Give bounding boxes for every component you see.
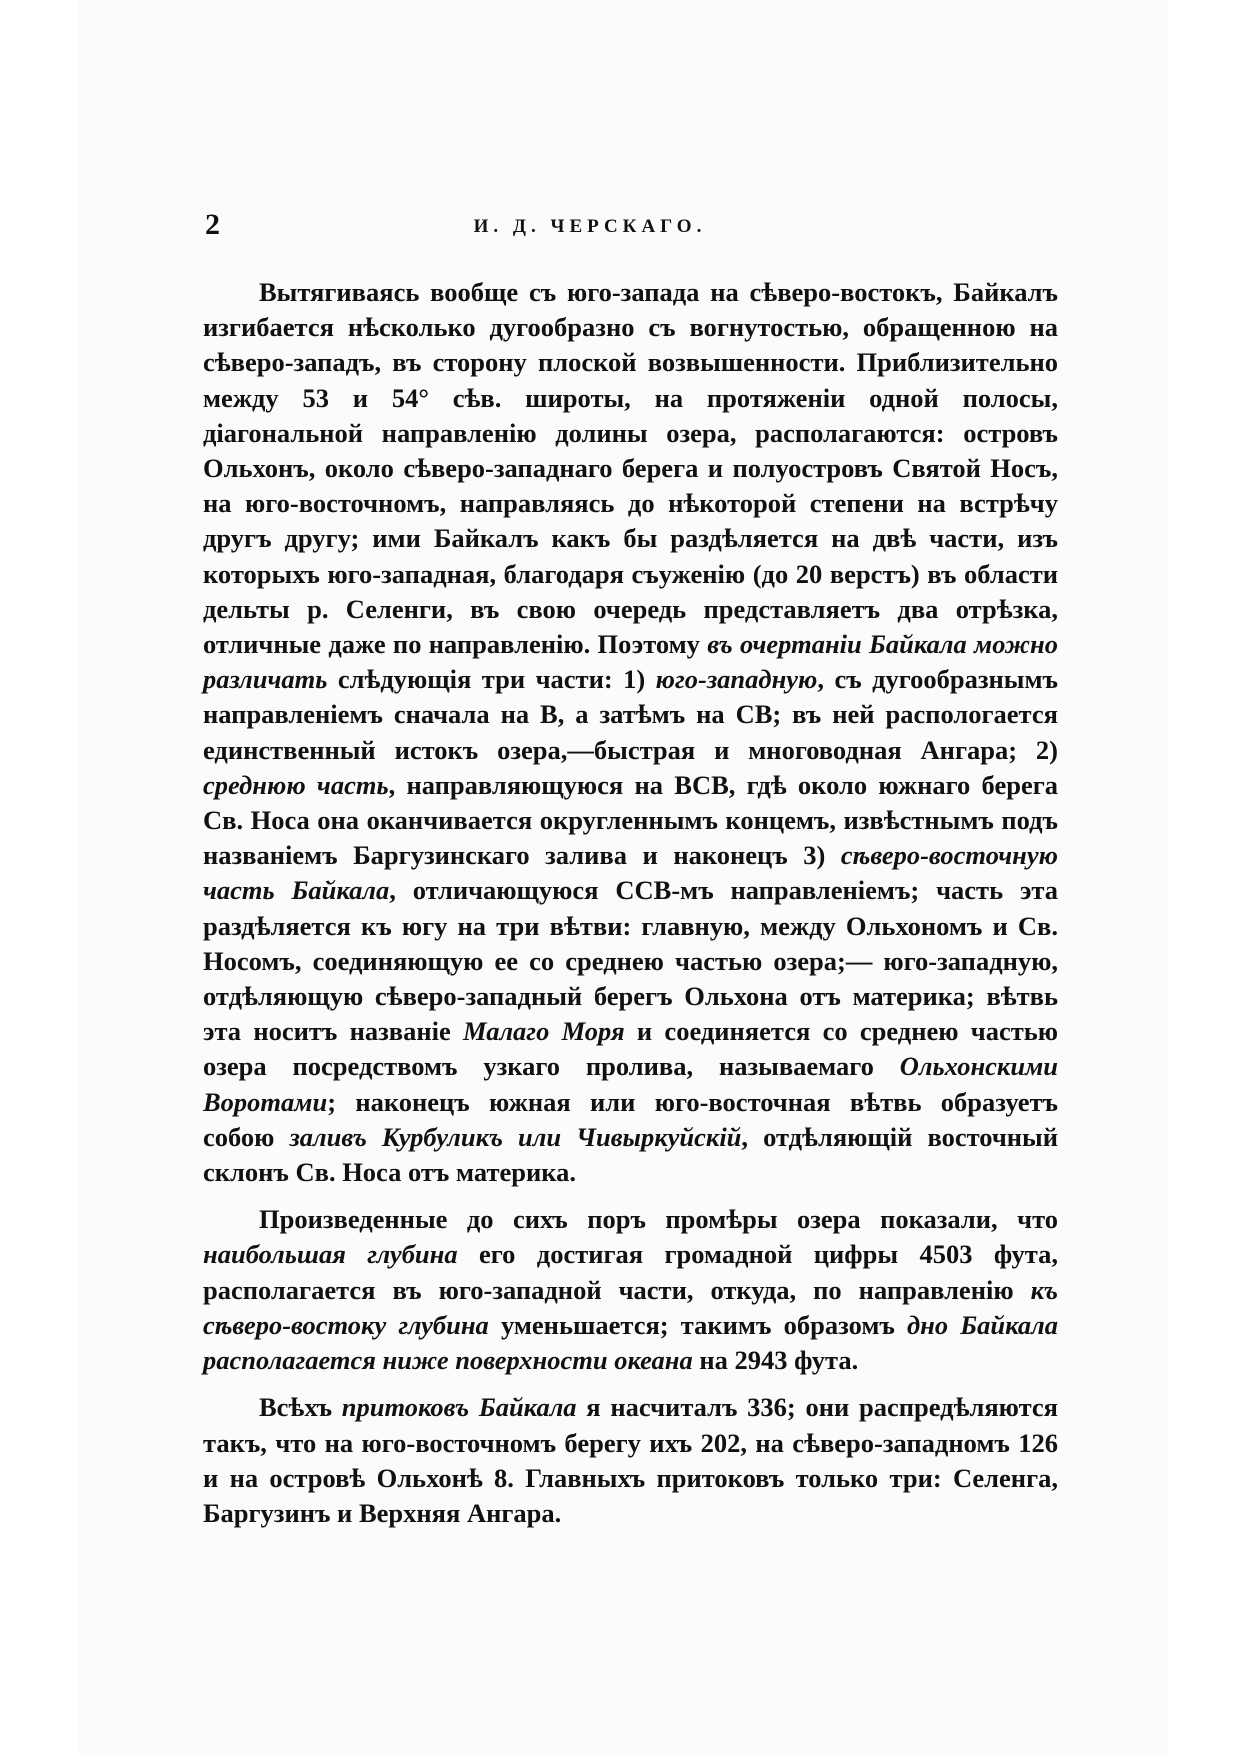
running-title: И. Д. ЧЕРСКАГО. [473, 216, 707, 237]
italic-run: заливъ Курбуликъ или Чивыркуйскій [289, 1121, 742, 1152]
body-text [203, 275, 1058, 1531]
italic-run: наибольшая глубина [203, 1239, 458, 1270]
italic-run: Ольхонскими Воротами [203, 1051, 1058, 1117]
italic-run: юго-западную [655, 664, 818, 695]
page-number: 2 [205, 208, 220, 241]
italic-run: къ сѣверо-востоку глубина [203, 1274, 1058, 1340]
paragraph [203, 1390, 1058, 1531]
text-run: слѣдующія три части: 1) [327, 664, 656, 695]
italic-run: въ очертаніи Байкала можно различать [203, 629, 1058, 695]
italic-run: среднюю часть [203, 769, 389, 800]
italic-run: Малаго Моря [463, 1016, 625, 1047]
text-run: , отличающуюся ССВ-мъ направленіемъ; часть эта раздѣляется къ югу на три вѣтви: главную, между Ольхономъ и Св. Носомъ, соединяющую ее со среднею частью озера;— юго-западную, отдѣляющую сѣверо-западный берегъ Ольхона отъ материка; вѣтвь эта носитъ названіе [203, 875, 1058, 1047]
text-run: Всѣхъ [259, 1392, 342, 1423]
text-run: , направляющуюся на ВСВ, гдѣ около южнаго берега Св. Носа она оканчивается округленнымъ концемъ, извѣстнымъ подъ названіемъ Баргузинскаго залива и наконецъ 3) [203, 769, 1058, 871]
text-run: Произведенные до сихъ поръ промѣры озера показали, что [259, 1204, 1058, 1235]
italic-run: дно Байкала располагается ниже поверхности океана [203, 1309, 1058, 1376]
italic-run: сѣверо-восточную часть Байкала [203, 840, 1058, 906]
text-run: , отдѣляющій восточный склонъ Св. Носа отъ материка. [203, 1121, 1058, 1188]
paragraph [203, 1202, 1058, 1378]
text-run: и соединяется со среднею частью озера посредствомъ узкаго пролива, называемаго [203, 1016, 1059, 1082]
text-run: уменьшается; такимъ образомъ [488, 1309, 908, 1340]
paragraph [203, 275, 1058, 1190]
text-run: Вытягиваясь вообще съ юго-запада на сѣверо-востокъ, Байкалъ изгибается нѣсколько дугообразно съ вогнутостью, обращенною на сѣверо-западъ, въ сторону плоской возвышенности. Приблизительно между 53 и 54° сѣв. широты, на протяженіи одной полосы, діагональной направленію долины озера, располагаются: островъ Ольхонъ, около сѣверо-западнаго берега и полуостровъ Святой Носъ, на юго-восточномъ, направляясь до нѣкоторой степени на встрѣчу другъ другу; ими Байкалъ какъ бы раздѣляется на двѣ части, изъ которыхъ юго-западная, благодаря съуженію (до 20 верстъ) въ области дельты р. Селенги, въ свою очередь представляетъ два отрѣзка, отличные даже по направленію. Поэтому [203, 277, 1058, 660]
text-run: его достигая громадной цифры 4503 фута, располагается въ юго-западной части, откуда, по направленію [203, 1239, 1058, 1305]
text-run: ; наконецъ южная или юго-восточная вѣтвь образуетъ собою [203, 1086, 1058, 1152]
page-header [205, 208, 1065, 248]
italic-run: притоковъ Байкала [341, 1392, 577, 1423]
text-run: я насчиталъ 336; они распредѣляются такъ, что на юго-восточномъ берегу ихъ 202, на сѣверо-западномъ 126 и на островѣ Ольхонѣ 8. Главныхъ притоковъ только три: Селенга, Баргузинъ и Верхняя Ангара. [203, 1392, 1059, 1528]
text-run: , съ дугообразнымъ направленіемъ сначала на В, а затѣмъ на СВ; въ ней распологается единственный истокъ озера,—быстрая и многоводная Ангара; 2) [203, 664, 1058, 765]
text-run: на 2943 фута. [692, 1345, 859, 1376]
